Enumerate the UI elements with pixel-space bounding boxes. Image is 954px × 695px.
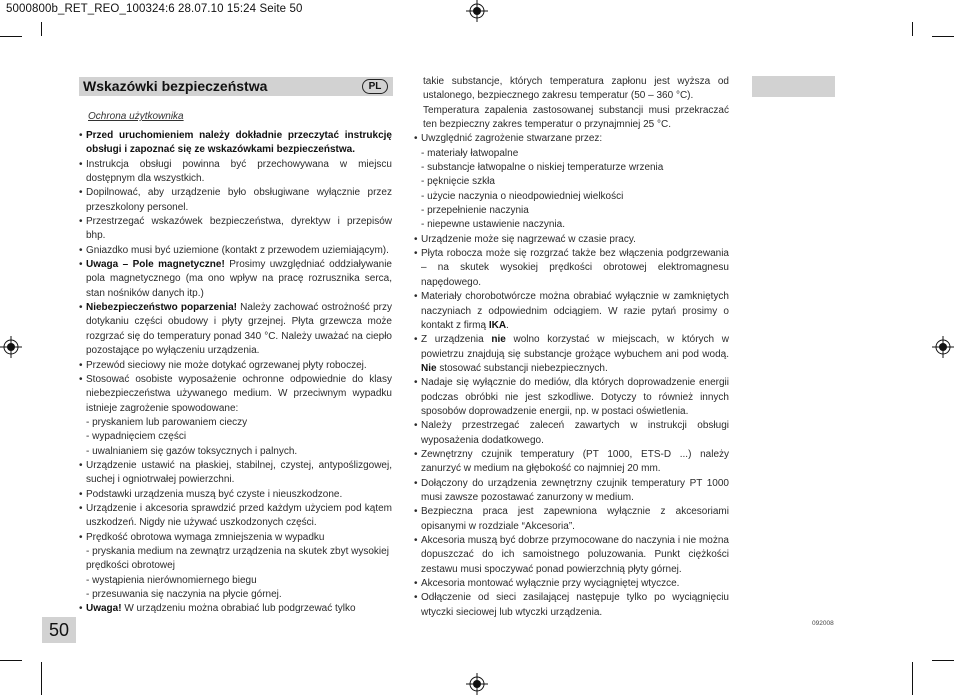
list-item xyxy=(414,204,729,218)
list-item xyxy=(79,430,392,444)
bullet: • xyxy=(79,459,83,471)
item-text: - przepełnienie naczynia xyxy=(421,205,529,217)
list-item xyxy=(414,247,729,290)
page-number-box xyxy=(42,617,76,643)
item-text: Uwzględnić zagrożenie stwarzane przez: xyxy=(421,133,603,145)
crop-mark xyxy=(0,660,22,661)
item-text: Dołączony do urządzenia zewnętrzny czujnik temperatury PT 1000 musi zawsze pozostawać zanurzony w medium. xyxy=(421,477,729,503)
bullet: • xyxy=(414,578,418,590)
list-item xyxy=(79,488,392,502)
bullet: • xyxy=(414,506,418,518)
bullet: • xyxy=(79,603,83,615)
list-item xyxy=(414,534,729,577)
list-item xyxy=(414,477,729,506)
item-text: Gniazdko musi być uziemione (kontakt z przewodem uziemiającym). xyxy=(86,244,389,256)
list-item xyxy=(414,190,729,204)
item-text: Płyta robocza może się rozgrzać także bez włączenia podgrzewania – na skutek wysokiej prędkości obrotowej elektromagnesu napędowego. xyxy=(421,248,729,288)
item-text: - uwalnianiem się gazów toksycznych i palnych. xyxy=(86,445,298,457)
item-text: Podstawki urządzenia muszą być czyste i nieuszkodzone. xyxy=(86,488,343,500)
registration-mark-icon xyxy=(466,673,488,695)
item-text: - pęknięcie szkła xyxy=(421,176,495,188)
item-text: takie substancje, których temperatura zapłonu jest wyższa od ustalonego, bezpiecznego zakresu temperatur (50 – 360 °C). xyxy=(423,76,729,102)
crop-mark xyxy=(41,22,42,36)
bullet: • xyxy=(414,334,418,346)
bullet: • xyxy=(414,233,418,245)
list-item xyxy=(79,445,392,459)
item-text: Odłączenie od sieci zasilającej następuje tylko po wyciągnięciu wtyczki sieciowej lub wtyczki urządzenia. xyxy=(421,592,729,618)
item-text: Akcesoria montować wyłącznie przy wyciągniętej wtyczce. xyxy=(421,578,680,590)
bold-text: Uwaga! xyxy=(86,603,122,615)
item-text: - wystąpienia nierównomiernego biegu xyxy=(86,574,257,586)
list-item xyxy=(79,186,392,215)
crop-mark xyxy=(41,662,42,695)
right-column xyxy=(414,75,729,620)
item-text: Dopilnować, aby urządzenie było obsługiwane wyłącznie przez przeszkolony personel. xyxy=(86,187,392,213)
list-item xyxy=(414,290,729,333)
bullet: • xyxy=(79,373,83,385)
list-item xyxy=(414,376,729,419)
bullet: • xyxy=(414,248,418,260)
crop-mark xyxy=(932,36,954,37)
list-item xyxy=(414,505,729,534)
bold-text: Uwaga – Pole magnetyczne! xyxy=(86,259,225,271)
registration-mark-icon xyxy=(466,0,488,22)
bullet: • xyxy=(79,244,83,256)
bullet: • xyxy=(414,133,418,145)
item-text: Prosimy uwzględniać oddziaływanie pola magnetycznego (ma ono wpływ na pracę rozrusznika serca, stan nośników danych itp.) xyxy=(86,259,392,299)
registration-mark-icon xyxy=(0,336,22,358)
section-title: Wskazówki bezpieczeństwa xyxy=(83,78,268,94)
list-item xyxy=(79,531,392,545)
item-text: - niepewne ustawienie naczynia. xyxy=(421,219,565,231)
list-item xyxy=(414,132,729,146)
document-code: 092008 xyxy=(812,620,834,627)
bullet: • xyxy=(79,130,83,141)
item-text: Zewnętrzny czujnik temperatury (PT 1000, ETS-D ...) należy zanurzyć w medium na głębokość co najmniej 20 mm. xyxy=(421,448,729,475)
item-text: - pryskania medium na zewnątrz urządzenia na skutek zbyt wysokiej prędkości obrotowej xyxy=(86,545,389,572)
list-item xyxy=(414,233,729,247)
item-text: Przestrzegać wskazówek bezpieczeństwa, dyrektyw i przepisów bhp. xyxy=(86,216,392,242)
item-text: - materiały łatwopalne xyxy=(421,147,519,159)
bold-text: Przed uruchomieniem należy dokładnie przeczytać instrukcję obsługi i zapoznać się ze wskazówkami bezpieczeństwa. xyxy=(86,130,392,156)
crop-mark xyxy=(912,22,913,36)
item-text: Instrukcja obsługi powinna być przechowywana w miejscu dostępnym dla wszystkich. xyxy=(86,158,392,185)
bullet: • xyxy=(414,420,418,432)
item-text: Przewód sieciowy nie może dotykać ogrzewanej płyty roboczej. xyxy=(86,359,367,371)
item-text: - użycie naczynia o nieodpowiedniej wielkości xyxy=(421,190,624,202)
list-item xyxy=(79,502,392,531)
item-text: Urządzenie ustawić na płaskiej, stabilnej, czystej, antypoślizgowej, suchej i ogniotrwałej powierzchni. xyxy=(86,459,392,486)
list-item xyxy=(79,545,392,574)
item-text: stosować substancji niebezpiecznych. xyxy=(436,362,608,374)
list-item xyxy=(79,574,392,588)
list-item xyxy=(414,419,729,448)
language-badge: PL xyxy=(362,79,388,94)
bullet: • xyxy=(79,302,83,314)
item-text: - przesuwania się naczynia na płycie górnej. xyxy=(86,589,282,600)
item-text: wolno korzystać w miejscach, w których w powietrzu znajdują się substancje grożące wybuchem ani pod wodą. xyxy=(421,334,729,360)
item-text: Materiały chorobotwórcze można obrabiać wyłącznie w zamkniętych naczyniach z odpowiednim odciągiem. W razie pytań prosimy o kontakt z firmą xyxy=(421,291,729,331)
list-item xyxy=(79,359,392,373)
item-text: Stosować osobiste wyposażenie ochronne odpowiednie do klasy niebezpieczeństwa używanego medium. W przeciwnym wypadku istnieje zagrożenie spowodowane: xyxy=(86,373,392,414)
bold-text: Niebezpieczeństwo poparzenia! xyxy=(86,302,237,314)
section-header xyxy=(79,77,393,96)
list-item xyxy=(414,333,729,376)
crop-mark xyxy=(0,36,22,37)
list-item xyxy=(414,577,729,591)
item-text: Należy przestrzegać zaleceń zawartych w instrukcji obsługi wyposażenia dodatkowego. xyxy=(421,420,729,446)
list-item xyxy=(79,158,392,187)
bullet: • xyxy=(79,158,83,170)
list-item xyxy=(414,104,729,133)
item-text: - pryskaniem lub parowaniem cieczy xyxy=(86,416,248,428)
bullet: • xyxy=(79,259,83,271)
bullet: • xyxy=(414,377,418,389)
list-item xyxy=(414,218,729,232)
item-text: - substancje łatwopalne o niskiej temperaturze wrzenia xyxy=(421,162,664,174)
bullet: • xyxy=(79,531,83,543)
bullet: • xyxy=(79,488,83,500)
list-item xyxy=(79,602,392,616)
item-text: Bezpieczna praca jest zapewniona wyłącznie z akcesoriami opisanymi w rozdziale “Akcesoria”. xyxy=(421,506,729,532)
bullet: • xyxy=(414,592,418,604)
list-item xyxy=(79,244,392,258)
crop-mark xyxy=(932,660,954,661)
bullet: • xyxy=(79,502,83,514)
subheading: Ochrona użytkownika xyxy=(88,111,184,122)
list-item xyxy=(79,416,392,430)
registration-mark-icon xyxy=(932,336,954,358)
list-item xyxy=(414,147,729,161)
bullet: • xyxy=(414,448,418,460)
bold-text: Nie xyxy=(421,362,437,374)
crop-mark xyxy=(912,662,913,695)
item-text: Temperatura zapalenia zastosowanej substancji musi przekraczać ten bezpieczny zakres temperatur o przynajmniej 25 °C. xyxy=(423,104,729,131)
list-item xyxy=(414,161,729,175)
bold-text: IKA xyxy=(488,319,507,331)
bullet: • xyxy=(79,216,83,228)
list-item xyxy=(414,175,729,189)
item-text: Nadaje się wyłącznie do mediów, dla których doprowadzenie energii podczas obróbki nie jest szkodliwe. Dotyczy to również innych sposobów doprowadzenie energii, np. w postaci oświetlenia. xyxy=(421,377,729,417)
printer-header: 5000800b_RET_REO_100324:6 28.07.10 15:24 Seite 50 xyxy=(6,3,303,15)
item-text: Należy zachować ostrożność przy dotykaniu części obudowy i płyty grzejnej. Płyta grzewcza może rozgrzać się do temperatury ponad 340 °C. Należy uważać na ciepło pozostające po wyłączeniu urządzenia. xyxy=(86,302,392,357)
list-item xyxy=(79,129,392,158)
item-text: Urządzenie może się nagrzewać w czasie pracy. xyxy=(421,233,636,245)
list-item xyxy=(79,588,392,602)
list-item xyxy=(79,373,392,416)
list-item xyxy=(414,591,729,620)
list-item xyxy=(79,258,392,301)
bullet: • xyxy=(414,291,418,303)
list-item xyxy=(414,448,729,477)
item-text: . xyxy=(506,319,509,331)
list-item xyxy=(79,459,392,488)
bullet: • xyxy=(79,187,83,199)
item-text: Z urządzenia xyxy=(421,334,492,346)
list-item xyxy=(79,301,392,358)
item-text: W urządzeniu można obrabiać lub podgrzewać tylko xyxy=(121,603,356,615)
section-tab-bar xyxy=(752,76,835,97)
bullet: • xyxy=(414,477,418,489)
page-number: 50 xyxy=(48,620,70,640)
item-text: Urządzenie i akcesoria sprawdzić przed każdym użyciem pod kątem uszkodzeń. Nigdy nie używać uszkodzonych części. xyxy=(86,502,392,529)
item-text: Prędkość obrotowa wymaga zmniejszenia w wypadku xyxy=(86,531,325,543)
item-text: - wypadnięciem części xyxy=(86,431,187,443)
bullet: • xyxy=(79,359,83,371)
bullet: • xyxy=(414,535,418,546)
left-column xyxy=(79,129,392,617)
list-item xyxy=(79,215,392,244)
bold-text: nie xyxy=(491,334,506,346)
item-text: Akcesoria muszą być dobrze przymocowane do naczynia i nie można dopuszczać do ich samoistnego poluzowania. Punkt ciężkości zestawu musi spoczywać ponad powierzchnią płyty górnej. xyxy=(421,535,729,575)
list-item xyxy=(414,75,729,104)
